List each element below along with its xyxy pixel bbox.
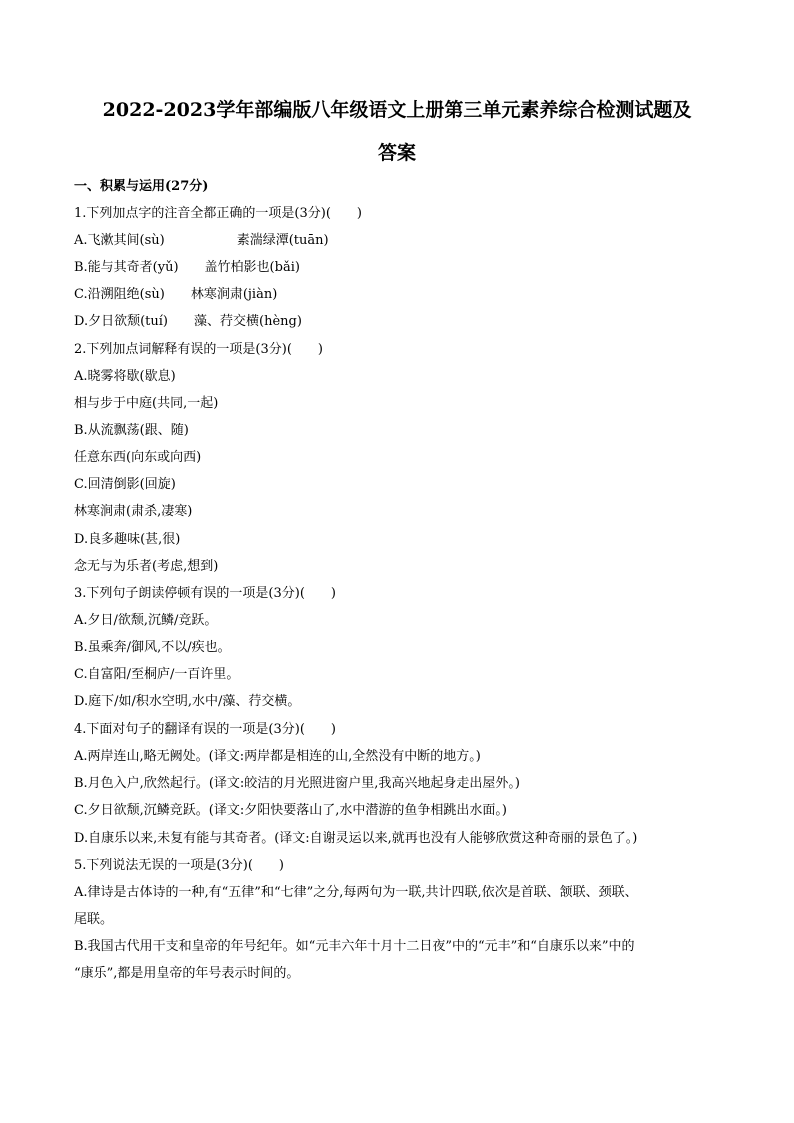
option-c-part-1: C.沿溯阻绝(sù) [74,287,165,302]
option-b-part-1: B.能与其奇者(yǔ) [74,260,179,275]
option-c-part-2: 林寒涧肃(jiàn) [190,287,278,302]
question-2-option-a-line-2: 相与步于中庭(共同,一起) [74,396,219,411]
question-1-option-d [74,313,302,331]
question-4-option-a: A.两岸连山,略无阙处。(译文:两岸都是相连的山,全然没有中断的地方。) [74,749,481,764]
question-2-stem: 2.下列加点词解释有误的一项是(3分)( ) [74,342,323,357]
document-title-line-1: 2022-2023学年部编版八年级语文上册第三单元素养综合检测试题及 [102,99,692,121]
question-5-option-b-line-2: “康乐”,都是用皇帝的年号表示时间的。 [74,966,300,981]
question-2-option-b-line-2: 任意东西(向东或向西) [74,450,202,465]
question-1-option-b [74,259,300,277]
question-2-option-d-line-1: D.良多趣味(甚,很) [74,532,181,547]
question-5-option-b-line-1: B.我国古代用干支和皇帝的年号纪年。如“元丰六年十月十二日夜”中的“元丰”和“自康乐以来”中的 [74,939,635,954]
question-4-stem: 4.下面对句子的翻译有误的一项是(3分)( ) [74,722,336,737]
question-3-option-a: A.夕日/欲颓,沉鳞/竞跃。 [74,613,218,628]
question-5-option-a-line-1: A.律诗是古体诗的一种,有“五律”和“七律”之分,每两句为一联,共计四联,依次是首联、颔联、颈联、 [74,885,638,900]
question-2-option-c-line-2: 林寒涧肃(肃杀,凄寒) [74,504,193,519]
question-2-option-a-line-1: A.晓雾将歇(歇息) [74,369,176,384]
option-d-part-1: D.夕日欲颓(tuí) [74,314,168,329]
question-5-option-a-line-2: 尾联。 [74,912,114,927]
option-d-part-2: 藻、荇交横(hèng) [194,314,302,329]
question-3-option-b: B.虽乘奔/御风,不以/疾也。 [74,640,231,655]
question-1-option-a [74,232,329,250]
question-3-option-d: D.庭下/如/积水空明,水中/藻、荇交横。 [74,694,301,709]
option-a-part-1: A.飞漱其间(sù) [74,233,165,248]
question-3-stem: 3.下列句子朗读停顿有误的一项是(3分)( ) [74,586,336,601]
option-b-part-2: 盖竹柏影也(bǎi) [204,260,300,275]
question-2-option-b-line-1: B.从流飘荡(跟、随) [74,423,189,438]
question-2-option-c-line-1: C.回清倒影(回旋) [74,477,176,492]
question-5-stem: 5.下列说法无误的一项是(3分)( ) [74,858,284,873]
question-1-stem: 1.下列加点字的注音全都正确的一项是(3分)( ) [74,206,362,221]
question-2-option-d-line-2: 念无与为乐者(考虑,想到) [74,559,219,574]
question-1-option-c [74,286,277,304]
section-heading: 一、积累与运用(27分) [74,179,209,194]
document-title-line-2: 答案 [377,142,416,164]
question-4-option-d: D.自康乐以来,未复有能与其奇者。(译文:自谢灵运以来,就再也没有人能够欣赏这种奇丽的景色了。) [74,831,638,846]
question-4-option-b: B.月色入户,欣然起行。(译文:皎洁的月光照进窗户里,我高兴地起身走出屋外。) [74,776,520,791]
option-a-part-2: 素湍绿潭(tuān) [236,233,329,248]
question-4-option-c: C.夕日欲颓,沉鳞竞跃。(译文:夕阳快要落山了,水中潜游的鱼争相跳出水面。) [74,803,507,818]
question-3-option-c: C.自富阳/至桐庐/一百许里。 [74,667,240,682]
